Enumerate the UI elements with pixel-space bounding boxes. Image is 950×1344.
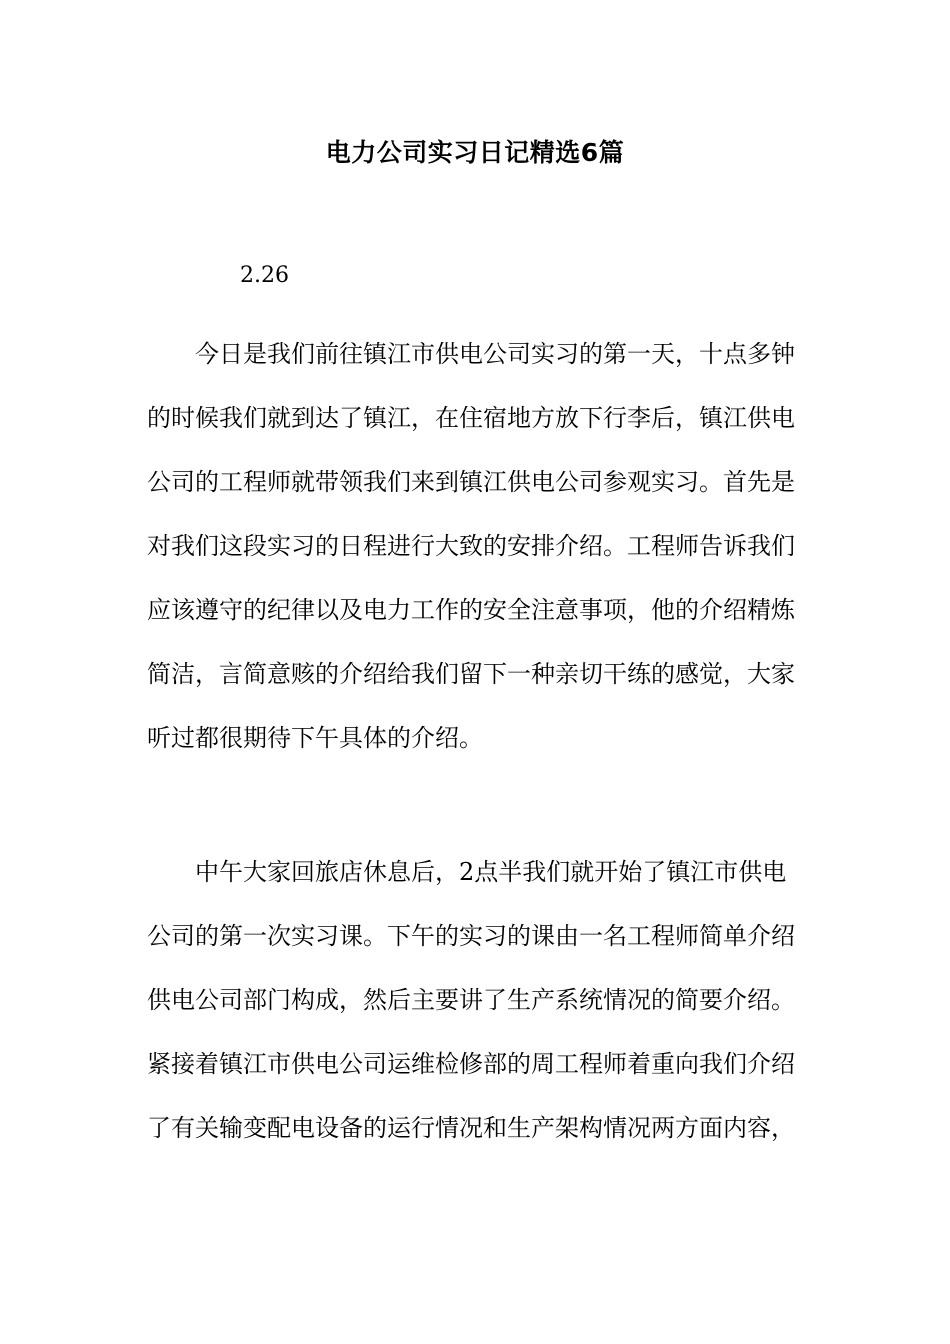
paragraph-line: 供电公司部门构成，然后主要讲了生产系统情况的简要介绍。 [147,986,795,1014]
paragraph-line: 紧接着镇江市供电公司运维检修部的周工程师着重向我们介绍 [147,1050,795,1078]
paragraph-line: 了有关输变配电设备的运行情况和生产架构情况两方面内容， [147,1114,795,1142]
paragraph-line: 的时候我们就到达了镇江，在住宿地方放下行李后，镇江供电 [147,404,795,432]
paragraph-line: 对我们这段实习的日程进行大致的安排介绍。工程师告诉我们 [147,532,795,560]
paragraph-line: 简洁，言简意赅的介绍给我们留下一种亲切干练的感觉，大家 [147,660,795,688]
paragraph-line: 应该遵守的纪律以及电力工作的安全注意事项，他的介绍精炼 [147,596,795,624]
paragraph-line: 公司的第一次实习课。下午的实习的课由一名工程师简单介绍 [147,922,795,950]
entry-date: 2.26 [240,263,289,288]
paragraph-2 [147,854,807,1174]
paragraph-line: 今日是我们前往镇江市供电公司实习的第一天，十点多钟 [195,340,795,368]
paragraph-line: 公司的工程师就带领我们来到镇江供电公司参观实习。首先是 [147,468,795,496]
paragraph-line: 中午大家回旅店休息后，2点半我们就开始了镇江市供电 [195,858,787,886]
paragraph-line: 听过都很期待下午具体的介绍。 [147,724,483,752]
paragraph-1 [147,336,807,784]
document-title: 电力公司实习日记精选6篇 [325,138,625,167]
